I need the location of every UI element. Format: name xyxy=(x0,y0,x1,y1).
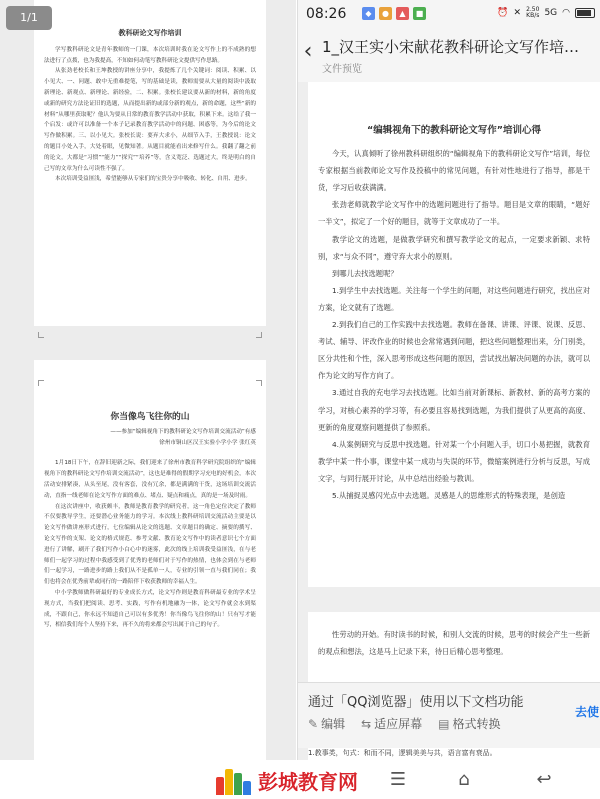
network-type: 5G xyxy=(544,8,558,18)
document-paragraph: 5.从捕捉灵感闪光点中去选题。灵感是人的思维形式的特殊表现，是创造 xyxy=(332,490,566,500)
edit-icon: ✎ xyxy=(308,717,319,731)
crop-mark xyxy=(256,332,262,338)
status-right xyxy=(497,7,595,19)
app-notification-icon: ■ xyxy=(413,7,426,20)
battery-icon xyxy=(575,8,595,18)
document-preview-panel xyxy=(0,0,296,760)
document-paragraph: 4.从案例研究与反思中找选题。针对某一个小问题入手，切口小易把握，就教育教学中某一件小事，课堂中某一成功与失误的环节，微缩案例进行分析与反思，写成文字，与同行展开讨论，从中总结出经验与教训。 xyxy=(318,439,590,483)
network-speed xyxy=(526,7,539,19)
app-notification-icon: ▲ xyxy=(396,7,409,20)
edit-button[interactable] xyxy=(308,715,345,732)
back-icon[interactable]: ↩ xyxy=(536,769,552,790)
format-convert-icon: ▤ xyxy=(438,717,450,731)
page1-paragraph: 从张劲老校长和王坤教授的讲座分享中，我提炼了几个关键词：阅读、积累、以小见大、一、问题、敢中无重难提笔，写的基础是读，教师需要从大量的阅读中汲取新理论、新观点、新理论、新经验，二、积累。张校长建议要从新的材料，新的角度或新的研究方法论证旧的选题，从而提出新的或部分新的观点，新的命题，这些“新的材料”从哪里获取呢？他认为要从日常的教育教学活动中获取，积累下来。这给了我一个启发：或许可以准备一个本子记录教育教学活动中的问题、困惑等，为今后的论文写作做积累。三、以小见大。张校长说：要弃大求小，从细节入手，王教授说：论文的题目小处入手，大处着眼，见微知著。从题目就能看出来修写什么。我翻了翻之前的论文，大都是“习惯”“能力”“探究”“培养”等，含义宽泛、选题过大，终是明白的自己写的文章为什么可读性不强了。 xyxy=(44,68,256,172)
logo-text: 彭城教育网 xyxy=(258,770,358,794)
fit-screen-icon: ⇆ xyxy=(361,717,372,731)
page2-subtitle: ——参加“编辑视角下的教科研论文写作培训交流活动”有感 xyxy=(110,428,256,435)
back-button[interactable]: ‹ xyxy=(303,39,313,64)
fit-screen-label: 适应屏幕 xyxy=(374,717,423,731)
title-bar xyxy=(298,28,600,82)
home-icon[interactable]: ⌂ xyxy=(458,769,470,790)
document-heading: “编辑视角下的教科研论文写作”培训心得 xyxy=(367,125,541,136)
logo-mark-icon xyxy=(216,767,250,795)
app-notification-icon: ◆ xyxy=(362,7,375,20)
status-bar xyxy=(298,0,600,28)
page2-author: 徐州市铜山区汉王实验小学小学 张红英 xyxy=(159,439,256,446)
document-paragraph: 性劳动的开始。有时读书的时候，和别人交流的时候，思考的时候会产生一些新的观点和想法，这是马上记录下来，待日后精心思考整理。 xyxy=(318,630,590,657)
notification-icons xyxy=(362,7,426,20)
qq-browser-banner xyxy=(298,682,600,748)
document-page-1 xyxy=(308,82,600,587)
file-preview-label: 文件预览 xyxy=(322,64,362,75)
status-time: 08:26 xyxy=(306,6,347,22)
footer-bar xyxy=(0,760,600,799)
phone-screen xyxy=(297,0,600,760)
edit-label: 编辑 xyxy=(321,717,346,731)
menu-icon[interactable]: ☰ xyxy=(389,769,407,790)
page2-title: 你当像鸟飞往你的山 xyxy=(110,412,190,422)
document-paragraph: 2.到我们自己的工作实践中去找选题。教师在备课、讲课、评课、说课、反思、考试、辅导、评改作业的时候也会常常遇到问题，把这些问题整理出来，分门别类，区分共性和个性，深入思考形成这些问题的原因，尝试找出解决问题的办法，就可以作为论文的写作方向了。 xyxy=(318,320,590,381)
mute-icon: ✕ xyxy=(513,8,522,18)
document-title: 1_汉王实小宋献花教科研论文写作培… xyxy=(322,38,580,56)
page2-paragraph: 中小学教师做科研最好的专业成长方式，论文写作则是教育科研最专业的学术呈现方式，当我们把阅读、思考、实践，写作有机地融为一体，论文写作就会水到渠成，不跟自己，你永远不知道自己可以有多优秀！你当像鸟飞往你的山！只有写才能写，相信我们每个人坚持下来，再不久的将来都会写出属于自己的句子。 xyxy=(44,589,256,629)
qq-actions xyxy=(308,715,501,732)
crop-mark xyxy=(256,380,262,386)
wifi-icon: ◠ xyxy=(562,8,570,18)
speed-value: 2.50 xyxy=(526,6,540,13)
page2-paragraph: 1月18日下午，在辞旧迎新之际，我们迎来了徐州市教育科学研究院组织的“编辑视角下的教科研论文写作培训交流活动”，这也是难得的假期学习充电的好机会，本次活动安排紧凑，从头至尾，没有客套，没有冗余，都是满满的干货，这场培训交流活动，直指一线老师在论文写作方面的难点、堵点、疑点和痛点，真的是一场及时雨。 xyxy=(44,460,256,499)
alarm-icon: ⏰ xyxy=(497,8,509,18)
document-viewer[interactable] xyxy=(298,82,600,760)
fit-screen-button[interactable] xyxy=(361,715,422,732)
page1-title: 教科研论文写作培训 xyxy=(118,29,182,37)
page1-paragraph: 本次培训受益匪浅，希望能够从专家们的宝贵分享中吸收、转化、自用、进步。 xyxy=(55,176,251,183)
speed-unit: KB/s xyxy=(526,12,540,19)
bottom-document-line: 1.教事类，句式：和而不同，逻辑美美与共，语言富有衰品。 xyxy=(308,749,497,757)
format-convert-button[interactable] xyxy=(438,715,500,732)
document-paragraph: 到哪儿去找选题呢？ xyxy=(332,268,398,278)
document-page-2 xyxy=(34,360,266,760)
qq-banner-text: 通过「QQ浏览器」使用以下文档功能 xyxy=(308,695,524,710)
document-paragraph: 3.通过自我的充电学习去找选题。比如当前对新课标、新教材、新的高考方案的学习，对核心素养的学习等，有必要且容易找到选题，为我们提供了从更高的高度、更新的角度观察问题提供了参照系。 xyxy=(318,388,590,432)
go-use-button[interactable]: 去使 xyxy=(574,705,599,719)
page2-paragraph: 在这次讲座中，收获颇丰，教师是教育教学的研究者，这一角色定位决定了教师不仅要教导学生，还要潜心业务能力的学习。本次线上教科研培训交流活动主要是以论文写作做讲座形式进行，七位编辑从论文的选题、文章题目的确定、摘要的撰写、论文写作的支架、论文的格式规范、参考文献、教育论文写作中的读者意识七个方面进行了讲解，刷开了我们写作小白心中的迷雾，此次的线上培训我受益匪浅，在与老师们一起学习的过程中我感受到了优秀的老师们对于写作的热情，也体会到在与老师们一起学习，一路进步的路上我们从不是孤单一人，专业的引领一直与我们同在；我们也将会在优秀前辈或同行的一路陪伴下收获教师的幸福人生。 xyxy=(44,503,256,586)
site-logo xyxy=(216,766,358,795)
document-paragraph: 张劲老师就教学论文写作中的选题问题进行了指导。题目是文章的眼睛，“题好一半文”，拟定了一个好的题目，就等于文章成功了一半。 xyxy=(318,200,590,227)
document-paragraph: 1.到学生中去找选题。关注每一个学生的问题，对这些问题进行研究，找出应对方案，论文就有了选题。 xyxy=(318,285,590,312)
app-notification-icon: ● xyxy=(379,7,392,20)
crop-mark xyxy=(38,380,44,386)
page-indicator: 1/1 xyxy=(6,6,52,30)
format-convert-label: 格式转换 xyxy=(452,717,501,731)
document-paragraph: 教学论文的选题，是做教学研究和撰写教学论文的起点，一定要求新颖、求特别，求“与众不同”，遵守弃大求小的原则。 xyxy=(318,234,590,261)
page1-paragraph: 学写教科研论文是青年教师的一门课，本次培训时我在论文写作上的不成熟的想法进行了点拨，也为我提高，不知如何动笔写教科研论文提供写作思路。 xyxy=(44,46,256,64)
crop-mark xyxy=(38,332,44,338)
document-page-1 xyxy=(34,0,266,326)
document-paragraph: 今天，认真倾听了徐州教科研组织的“编辑视角下的教科研论文写作”培训，每位专家根据当前教师论文写作及投稿中的常见问题，有针对性地进行了指导，都是干货，学习后收获满满。 xyxy=(318,149,590,193)
